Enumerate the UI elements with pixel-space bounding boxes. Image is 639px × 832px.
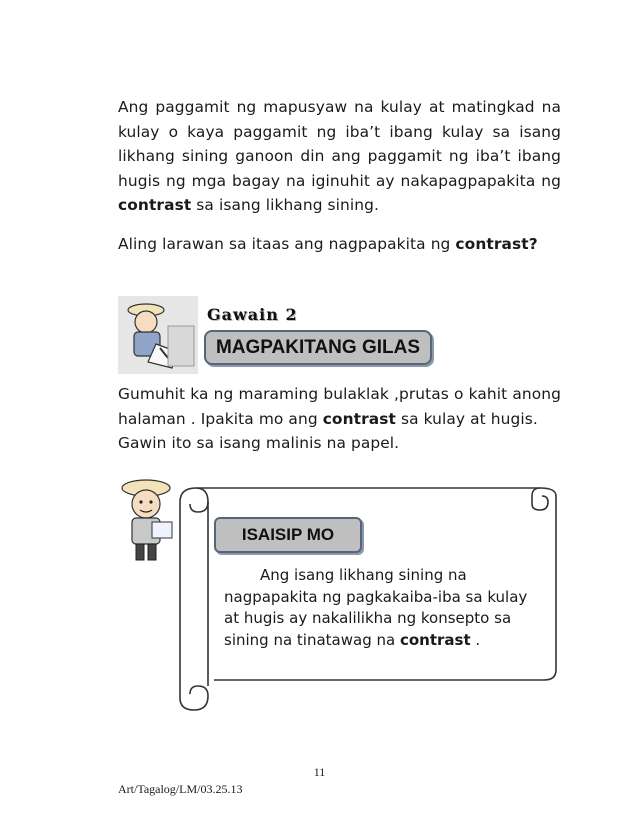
question-paragraph (118, 232, 561, 257)
intro-bold-term: contrast (118, 196, 192, 214)
intro-text: Ang paggamit ng mapusyaw na kulay at matingkad na kulay o kaya paggamit ng iba’t ibang kulay sa isang likhang sining ganoon din ang paggamit ng iba’t ibang hugis ng mga bagay na iginuhit ay nakapagpapakita ng (118, 98, 561, 190)
question-bold-term: contrast? (455, 235, 538, 253)
intro-paragraph (118, 95, 561, 218)
isaisip-end: . (470, 630, 481, 649)
isaisip-text (224, 565, 544, 651)
gawain-title: Gawain 2 (207, 305, 298, 324)
isaisip-first-line: Ang isang likhang sining na (260, 566, 467, 584)
activity-paragraph (118, 382, 561, 456)
activity-text: Gumuhit ka ng maraming bulaklak ,prutas o kahit anong halaman . Ipakita mo ang (118, 385, 561, 428)
page-number: 11 (313, 765, 326, 779)
question-text: Aling larawan sa itaas ang nagpapakita ng (118, 235, 456, 253)
intro-text-end: sa isang likhang sining. (191, 196, 379, 214)
activity-text-end: sa kulay at hugis. (396, 409, 538, 428)
activity-instruction: Gawin ito sa isang malinis na papel. (118, 434, 400, 452)
isaisip-banner: ISAISIP MO (214, 517, 362, 553)
thinking-boy-illustration (116, 478, 182, 562)
activity-bold-term: contrast (322, 409, 396, 428)
drawing-boy-illustration (118, 296, 198, 374)
gawain-banner: MAGPAKITANG GILAS (204, 330, 432, 365)
footer-code: Art/Tagalog/LM/03.25.13 (118, 782, 243, 796)
isaisip-bold-term: contrast (399, 630, 471, 649)
isaisip-body: nagpapakita ng pagkakaiba-iba sa kulay at hugis ay nakalilikha ng konsepto sa sining na tinatawag na (224, 587, 528, 649)
